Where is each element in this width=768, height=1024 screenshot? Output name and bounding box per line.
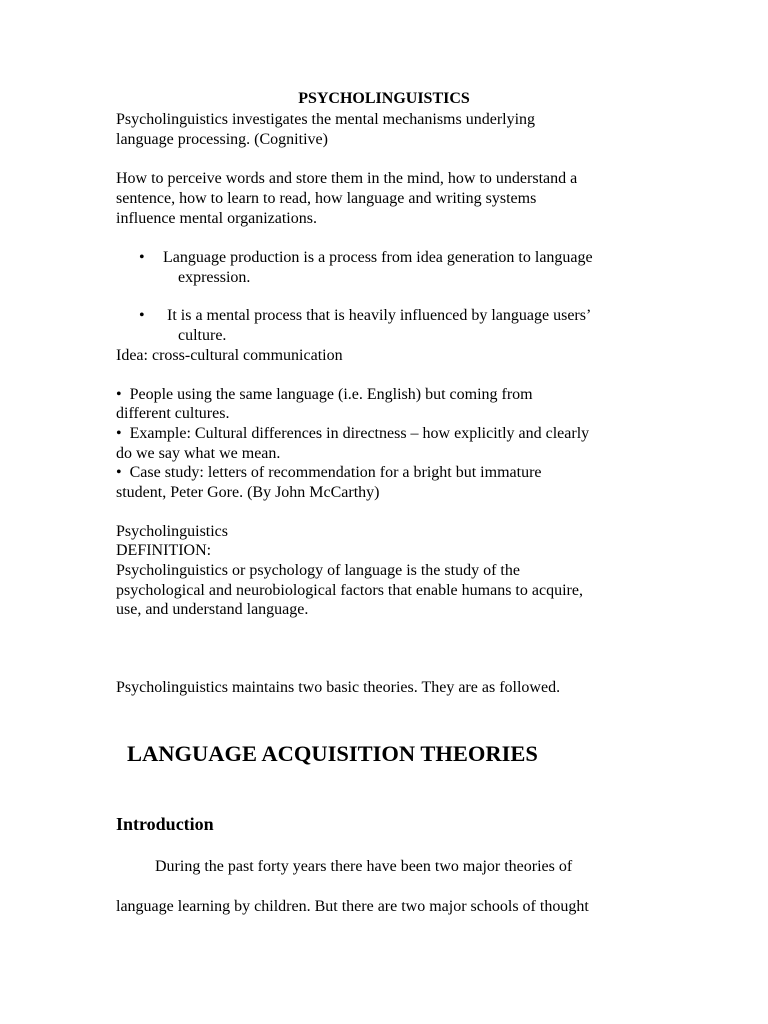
inline-bullet-line: different cultures. xyxy=(116,405,230,422)
intro-line: Psycholinguistics investigates the mental mechanisms underlying xyxy=(116,111,536,128)
subheading: Introduction xyxy=(116,814,214,834)
bullet-text: expression. xyxy=(178,269,251,286)
inline-bullet-line: • Case study: letters of recommendation for a bright but immature xyxy=(116,464,542,481)
definition-line: use, and understand language. xyxy=(116,601,309,618)
body-line: During the past forty years there have been two major theories of xyxy=(155,858,573,875)
inline-bullet-line: do we say what we mean. xyxy=(116,445,281,462)
definition-line: DEFINITION: xyxy=(116,542,212,559)
bullet-text: culture. xyxy=(178,327,227,344)
bullet-marker: • xyxy=(139,307,145,324)
idea-line: Idea: cross-cultural communication xyxy=(116,347,343,364)
bullet-marker: • xyxy=(139,249,145,266)
theories-line: Psycholinguistics maintains two basic theories. They are as followed. xyxy=(116,679,561,696)
section-heading: LANGUAGE ACQUISITION THEORIES xyxy=(127,741,538,766)
how-to-line: How to perceive words and store them in the mind, how to understand a xyxy=(116,170,578,187)
how-to-line: sentence, how to learn to read, how language and writing systems xyxy=(116,190,537,207)
inline-bullet-line: • People using the same language (i.e. English) but coming from xyxy=(116,386,533,403)
definition-line: Psycholinguistics xyxy=(116,523,229,540)
body-line: language learning by children. But there are two major schools of thought xyxy=(116,898,589,915)
inline-bullet-line: • Example: Cultural differences in directness – how explicitly and clearly xyxy=(116,425,590,442)
bullet-text: It is a mental process that is heavily influenced by language users’ xyxy=(163,307,592,324)
bullet-text: Language production is a process from idea generation to language xyxy=(163,249,593,266)
how-to-line: influence mental organizations. xyxy=(116,210,317,227)
intro-line: language processing. (Cognitive) xyxy=(116,131,328,148)
document-title: PSYCHOLINGUISTICS xyxy=(298,90,470,107)
definition-line: psychological and neurobiological factors that enable humans to acquire, xyxy=(116,582,583,599)
definition-line: Psycholinguistics or psychology of language is the study of the xyxy=(116,562,520,579)
inline-bullet-line: student, Peter Gore. (By John McCarthy) xyxy=(116,484,380,501)
